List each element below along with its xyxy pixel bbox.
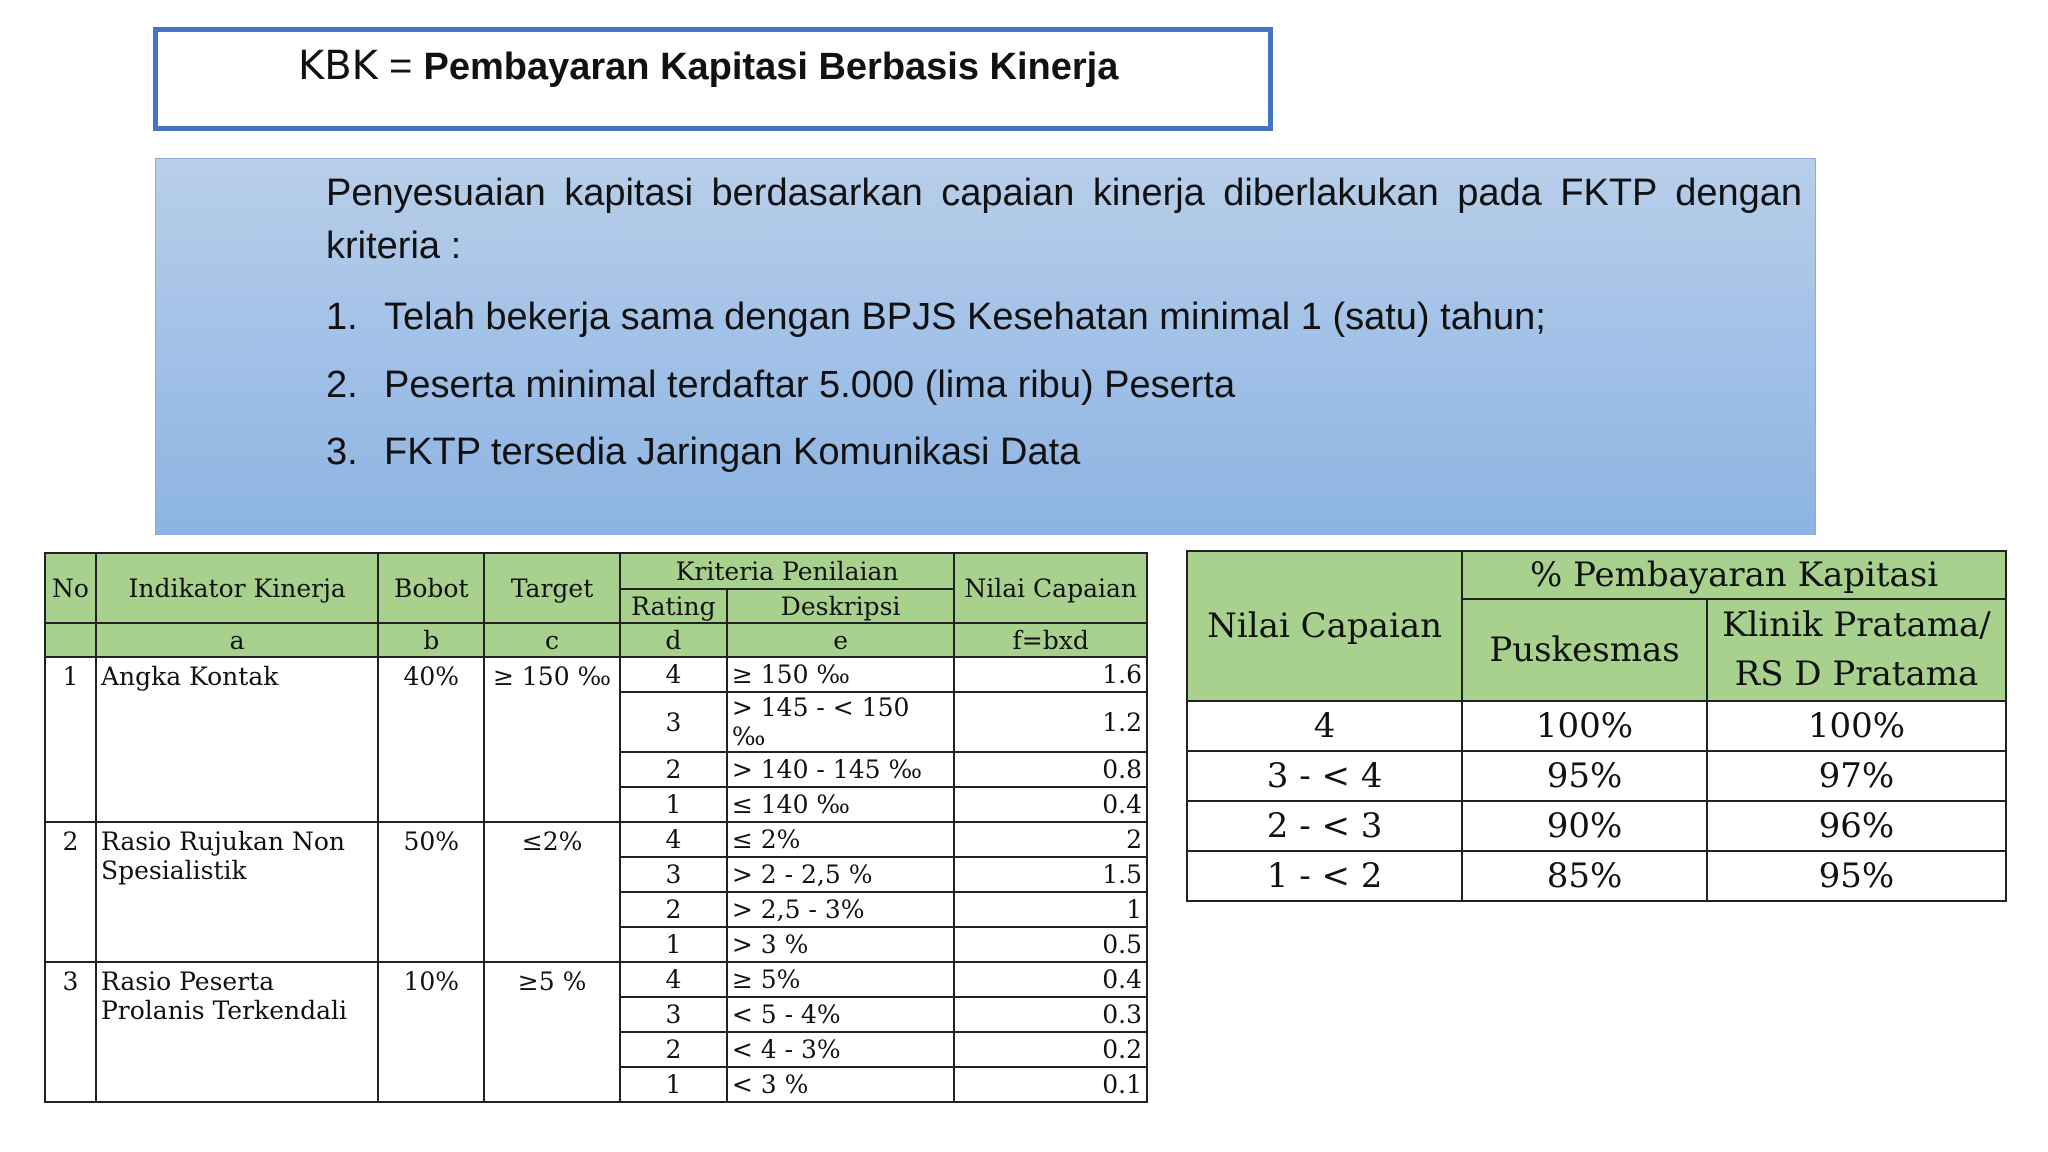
criteria-item [326, 364, 1235, 407]
header-target: Target [484, 553, 620, 623]
criteria-number: 2. [326, 364, 358, 406]
deskripsi-cell: > 145 - < 150 ‰ [727, 692, 954, 752]
header-code-b: b [378, 623, 484, 657]
criteria-text: Telah bekerja sama dengan BPJS Kesehatan minimal 1 (satu) tahun; [384, 296, 1546, 338]
nilai-cell: 0.5 [954, 927, 1147, 962]
indicator-no: 1 [45, 657, 96, 822]
rating-cell: 1 [620, 787, 727, 822]
criteria-item [326, 431, 1080, 474]
header-code-d: d [620, 623, 727, 657]
table-row [45, 962, 1147, 997]
puskesmas-cell: 90% [1462, 801, 1707, 851]
header-deskripsi: Deskripsi [727, 589, 954, 623]
header-no: No [45, 553, 96, 623]
indicator-target: ≥5 % [484, 962, 620, 1102]
nilai-cell: 1.2 [954, 692, 1147, 752]
nilai-range-cell: 4 [1187, 701, 1462, 751]
kpi-table [44, 552, 1148, 1103]
nilai-range-cell: 2 - < 3 [1187, 801, 1462, 851]
nilai-cell: 0.8 [954, 752, 1147, 787]
deskripsi-cell: > 3 % [727, 927, 954, 962]
title-box [153, 27, 1273, 131]
criteria-text: FKTP tersedia Jaringan Komunikasi Data [384, 431, 1081, 473]
nilai-range-cell: 3 - < 4 [1187, 751, 1462, 801]
nilai-cell: 1.6 [954, 657, 1147, 692]
rating-cell: 4 [620, 657, 727, 692]
title-full-name: Pembayaran Kapitasi Berbasis Kinerja [423, 46, 1119, 88]
header-code-c: c [484, 623, 620, 657]
title-abbreviation: KBK [298, 43, 378, 89]
nilai-range-cell: 1 - < 2 [1187, 851, 1462, 901]
indicator-bobot: 50% [378, 822, 484, 962]
table-row [1187, 851, 2006, 901]
header-rating: Rating [620, 589, 727, 623]
deskripsi-cell: < 3 % [727, 1067, 954, 1102]
table-row [1187, 801, 2006, 851]
puskesmas-cell: 100% [1462, 701, 1707, 751]
table-row [45, 657, 1147, 692]
info-intro-text: Penyesuaian kapitasi berdasarkan capaian kinerja diberlakukan pada FKTP dengan kriteria : [326, 172, 1802, 267]
rating-cell: 4 [620, 822, 727, 857]
nilai-cell: 0.2 [954, 1032, 1147, 1067]
deskripsi-cell: ≥ 150 ‰ [727, 657, 954, 692]
indicator-no: 3 [45, 962, 96, 1102]
rating-cell: 2 [620, 892, 727, 927]
criteria-item [326, 296, 1546, 339]
nilai-cell: 1.5 [954, 857, 1147, 892]
indicator-name: Rasio Rujukan Non Spesialistik [96, 822, 378, 962]
rating-cell: 3 [620, 857, 727, 892]
klinik-cell: 100% [1707, 701, 2006, 751]
nilai-cell: 1 [954, 892, 1147, 927]
klinik-cell: 95% [1707, 851, 2006, 901]
criteria-info-box [155, 158, 1816, 535]
rating-cell: 1 [620, 927, 727, 962]
header-nilai-capaian: Nilai Capaian [1187, 551, 1462, 701]
deskripsi-cell: < 5 - 4% [727, 997, 954, 1032]
header-klinik-pratama: Klinik Pratama/ RS D Pratama [1707, 599, 2006, 701]
nilai-cell: 0.4 [954, 787, 1147, 822]
puskesmas-cell: 95% [1462, 751, 1707, 801]
indicator-name: Rasio Peserta Prolanis Terkendali [96, 962, 378, 1102]
header-kriteria: Kriteria Penilaian [620, 553, 954, 589]
criteria-text: Peserta minimal terdaftar 5.000 (lima ribu) Peserta [384, 364, 1236, 406]
deskripsi-cell: > 140 - 145 ‰ [727, 752, 954, 787]
criteria-number: 1. [326, 296, 358, 338]
rating-cell: 2 [620, 1032, 727, 1067]
rating-cell: 2 [620, 752, 727, 787]
table-row [45, 822, 1147, 857]
deskripsi-cell: ≤ 2% [727, 822, 954, 857]
indicator-bobot: 10% [378, 962, 484, 1102]
puskesmas-cell: 85% [1462, 851, 1707, 901]
header-code-e: e [727, 623, 954, 657]
indicator-target: ≤2% [484, 822, 620, 962]
criteria-number: 3. [326, 431, 358, 473]
header-nilai-capaian: Nilai Capaian [954, 553, 1147, 623]
nilai-cell: 0.1 [954, 1067, 1147, 1102]
nilai-cell: 0.3 [954, 997, 1147, 1032]
header-indikator: Indikator Kinerja [96, 553, 378, 623]
header-puskesmas: Puskesmas [1462, 599, 1707, 701]
header-code-a: a [96, 623, 378, 657]
header-code-f: f=bxd [954, 623, 1147, 657]
indicator-bobot: 40% [378, 657, 484, 822]
indicator-no: 2 [45, 822, 96, 962]
page-title [298, 42, 1118, 89]
header-bobot: Bobot [378, 553, 484, 623]
deskripsi-cell: > 2 - 2,5 % [727, 857, 954, 892]
table-row [1187, 751, 2006, 801]
table-row [1187, 701, 2006, 751]
deskripsi-cell: > 2,5 - 3% [727, 892, 954, 927]
indicator-name: Angka Kontak [96, 657, 378, 822]
indicator-target: ≥ 150 ‰ [484, 657, 620, 822]
header-code-blank [45, 623, 96, 657]
payment-percentage-table [1186, 550, 2007, 902]
header-pembayaran-kapitasi: % Pembayaran Kapitasi [1462, 551, 2006, 599]
klinik-cell: 96% [1707, 801, 2006, 851]
title-equals: = [377, 44, 424, 88]
rating-cell: 3 [620, 997, 727, 1032]
deskripsi-cell: ≥ 5% [727, 962, 954, 997]
rating-cell: 3 [620, 692, 727, 752]
deskripsi-cell: ≤ 140 ‰ [727, 787, 954, 822]
deskripsi-cell: < 4 - 3% [727, 1032, 954, 1067]
nilai-cell: 0.4 [954, 962, 1147, 997]
rating-cell: 1 [620, 1067, 727, 1102]
rating-cell: 4 [620, 962, 727, 997]
klinik-cell: 97% [1707, 751, 2006, 801]
nilai-cell: 2 [954, 822, 1147, 857]
